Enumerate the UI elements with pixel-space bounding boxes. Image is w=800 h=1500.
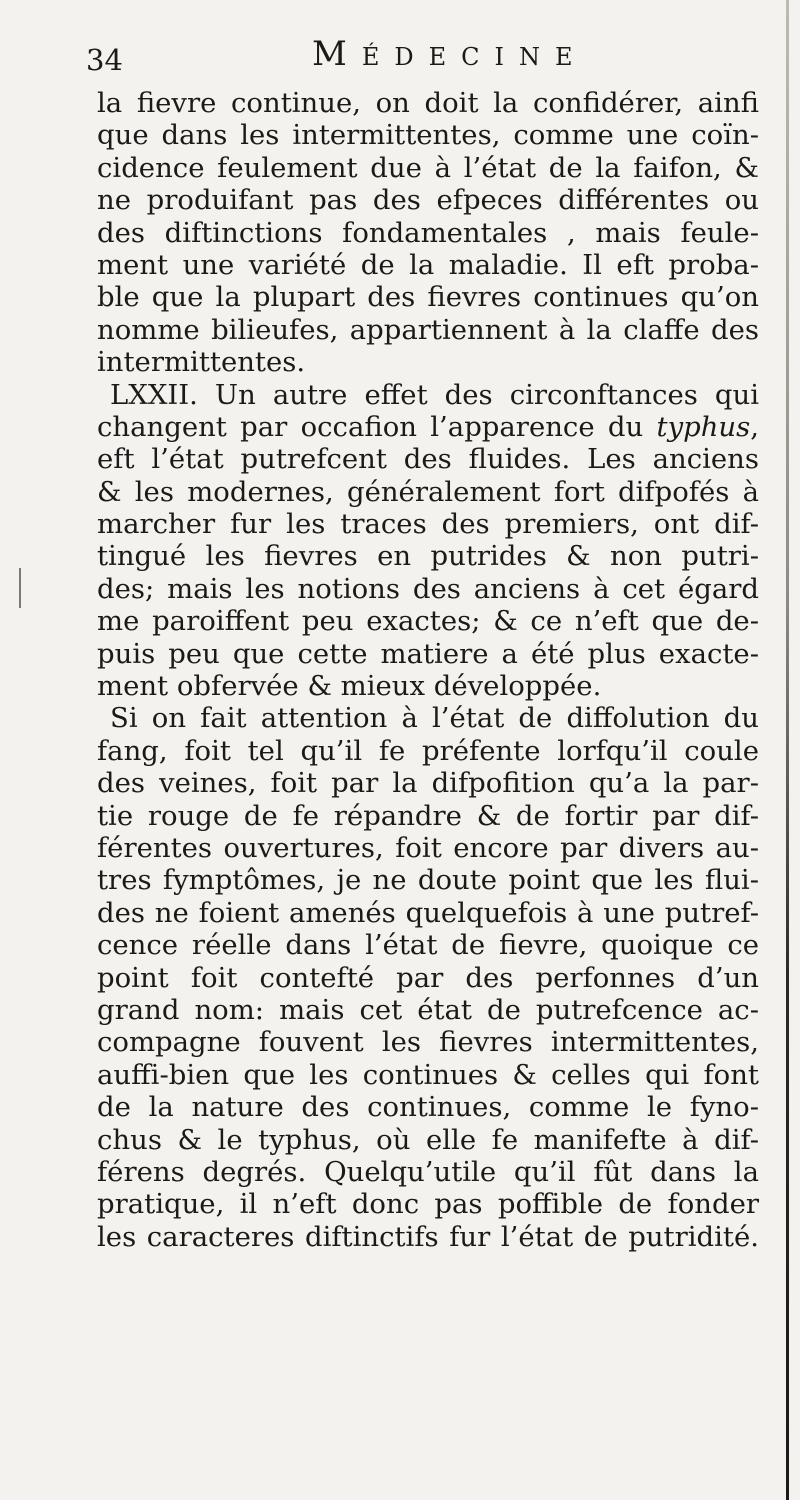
text-line: férentes ouvertures, foit encore par divers au- xyxy=(97,831,759,864)
body-text xyxy=(97,87,759,1253)
text-line: des veines, foit par la difpofition qu’a la par- xyxy=(97,767,759,800)
text-line: me paroiffent peu exactes; & ce n’eft que de- xyxy=(97,605,759,638)
section-heading-line: LXXII. Un autre effet des circonftances qui xyxy=(110,378,759,411)
text-line: de la nature des continues, comme le fyno- xyxy=(97,1091,759,1124)
text-line: cidence feulement due à l’état de la faifon, & xyxy=(97,151,759,184)
text-line: changent par occafion l’apparence du typhus, xyxy=(97,410,759,443)
text-line: ble que la plupart des fievres continues qu’on xyxy=(97,281,759,314)
text-line: tres fymptômes, je ne doute point que les flui- xyxy=(97,864,759,897)
text-line: chus & le typhus, où elle fe manifefte à dif- xyxy=(97,1123,759,1156)
text-line: ne produifant pas des efpeces différentes ou xyxy=(97,184,759,217)
text-line: tingué les fievres en putrides & non putri- xyxy=(97,540,759,573)
running-head-title: Médecine xyxy=(312,34,588,74)
text-line: grand nom: mais cet état de putrefcence ac- xyxy=(97,993,759,1026)
text-line: ment obfervée & mieux développée. xyxy=(97,670,602,703)
text-line: des diftinctions fondamentales , mais feule- xyxy=(97,216,759,249)
text-line: des; mais les notions des anciens à cet égard xyxy=(97,572,759,605)
text-line: compagne fouvent les fievres intermittentes, xyxy=(97,1026,759,1059)
italic-term: typhus xyxy=(656,410,751,443)
text-line: point foit contefté par des perfonnes d’un xyxy=(97,961,759,994)
text-line: intermittentes. xyxy=(97,346,306,379)
paragraph-start-line: Si on fait attention à l’état de diffolution du xyxy=(110,702,759,735)
text-line: les caracteres diftinctifs fur l’état de putridité. xyxy=(97,1220,759,1253)
text-line: cence réelle dans l’état de fievre, quoique ce xyxy=(97,929,759,962)
text-line: fang, foit tel qu’il fe préfente lorfqu’il coule xyxy=(97,734,759,767)
text-line: férens degrés. Quelqu’utile qu’il fût dans la xyxy=(97,1155,759,1188)
text-line: marcher fur les traces des premiers, ont dif- xyxy=(97,508,759,541)
text-line: que dans les intermittentes, comme une coïn- xyxy=(97,119,759,152)
text-line: eft l’état putrefcent des fluides. Les anciens xyxy=(97,443,759,476)
text-line: tie rouge de fe répandre & de fortir par dif- xyxy=(97,799,759,832)
text-line: des ne foient amenés quelquefois à une putref- xyxy=(97,896,759,929)
page-number: 34 xyxy=(86,43,123,77)
text-line: auffi-bien que les continues & celles qui font xyxy=(97,1058,759,1091)
text-line: nomme bilieufes, appartiennent à la claffe des xyxy=(97,313,759,346)
page-edge-shadow xyxy=(786,0,789,1500)
text-line: pratique, il n’eft donc pas poffible de fonder xyxy=(97,1188,759,1221)
running-head xyxy=(86,28,746,84)
text-line: la fievre continue, on doit la confidérer, ainfi xyxy=(97,87,759,119)
text-line: puis peu que cette matiere a été plus exacte- xyxy=(97,637,759,670)
text-line: ment une variété de la maladie. Il eft proba- xyxy=(97,248,759,281)
text-line: & les modernes, généralement fort difpofés à xyxy=(97,475,759,508)
margin-mark xyxy=(19,568,21,608)
